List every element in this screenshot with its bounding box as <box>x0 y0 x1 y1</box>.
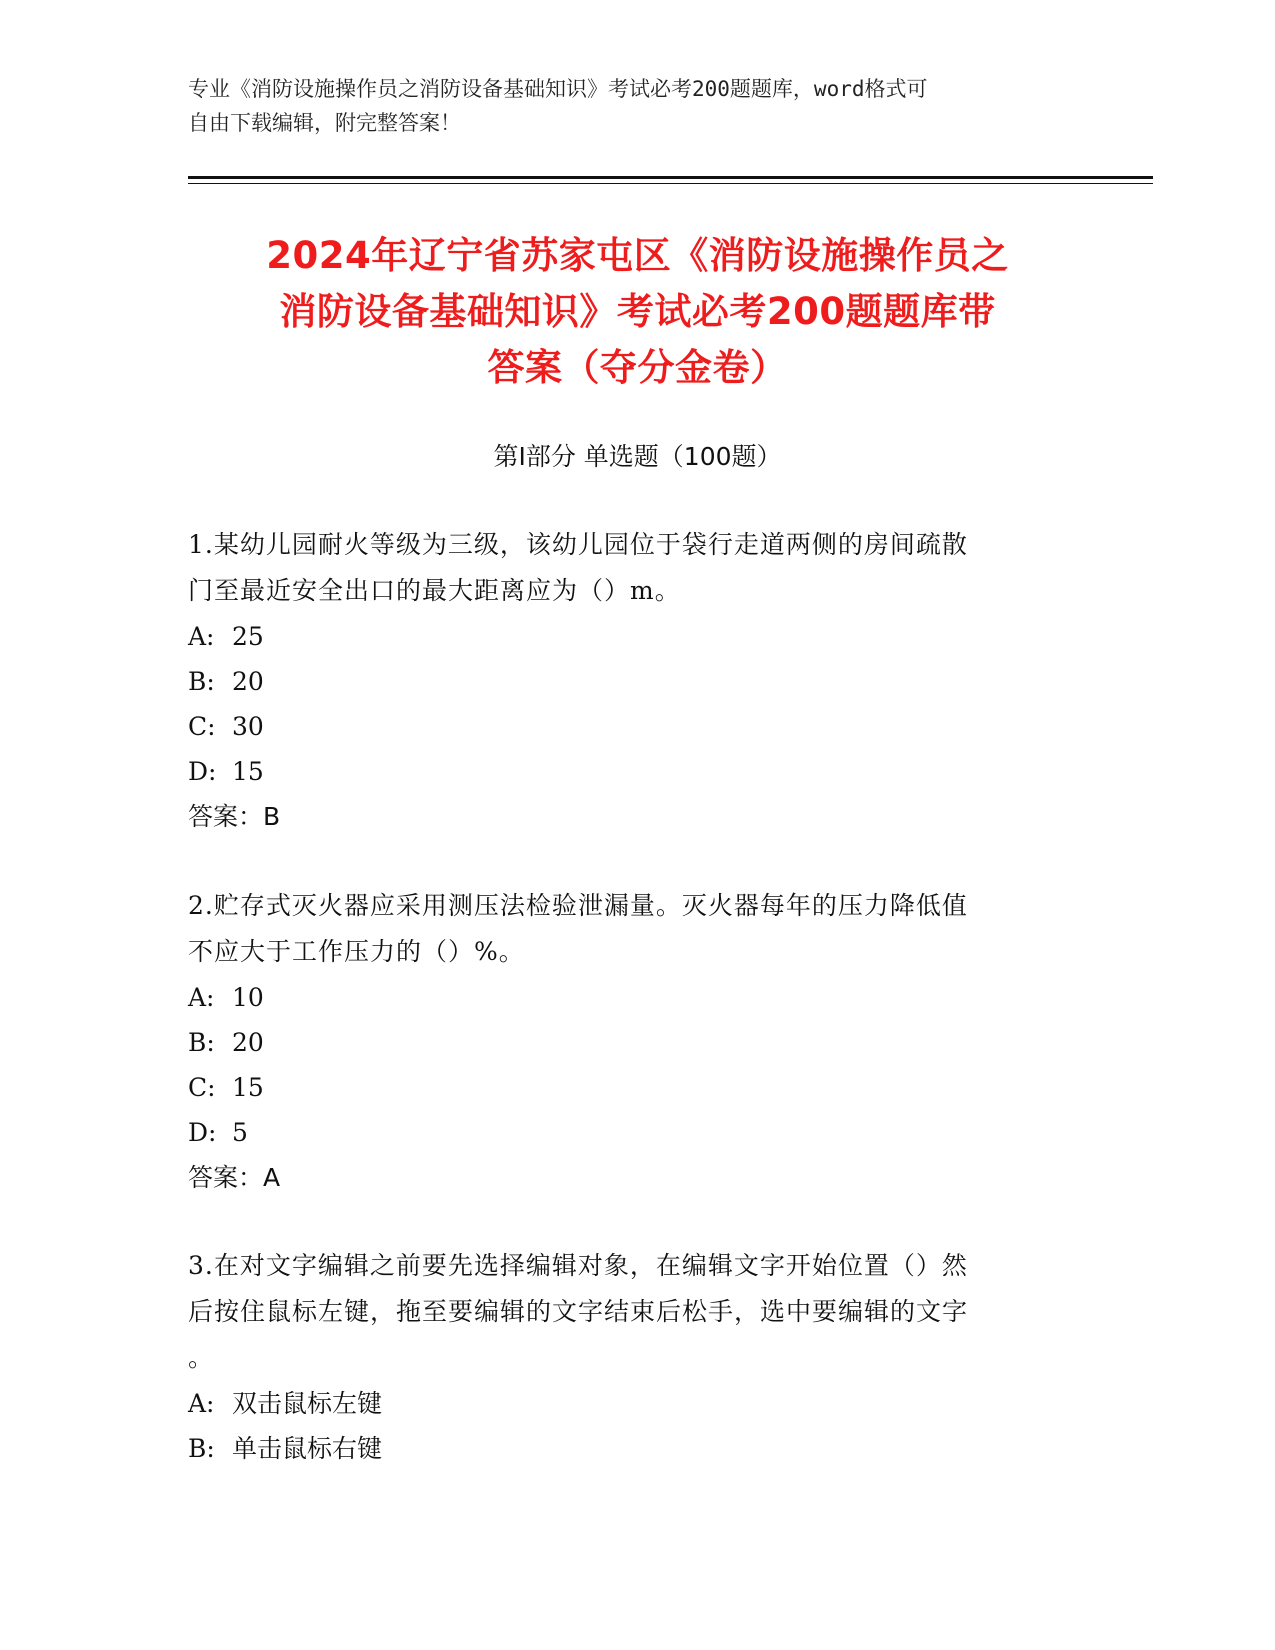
answer-line: 答案：A <box>188 1163 281 1192</box>
answer-line: 答案：B <box>188 802 281 831</box>
option-a <box>188 1381 1058 1426</box>
option-text: 25 <box>232 622 264 651</box>
option-b <box>188 1426 1058 1471</box>
title-line: 答案（夺分金卷） <box>487 346 788 389</box>
section-title: 第Ⅰ部分 单选题（100题） <box>493 442 782 471</box>
option-a <box>188 614 1058 659</box>
option-c <box>188 1065 1058 1110</box>
option-c <box>188 704 1058 749</box>
option-letter: D: <box>188 757 217 786</box>
option-text: 15 <box>232 757 264 786</box>
question-stem-line: 1.某幼儿园耐火等级为三级，该幼儿园位于袋行走道两侧的房间疏散 <box>188 530 968 559</box>
question-stem-line: 不应大于工作压力的（）%。 <box>188 937 525 966</box>
option-text: 单击鼠标右键 <box>232 1434 383 1463</box>
option-letter: B: <box>188 1028 215 1057</box>
option-text: 20 <box>232 1028 264 1057</box>
option-d <box>188 749 1058 794</box>
option-letter: A: <box>188 1389 215 1418</box>
option-text: 5 <box>232 1118 248 1147</box>
header-note <box>188 72 1088 140</box>
option-text: 15 <box>232 1073 264 1102</box>
title-line: 消防设备基础知识》考试必考200题题库带 <box>279 290 996 333</box>
question-1 <box>188 522 1058 840</box>
option-text: 双击鼠标左键 <box>232 1389 383 1418</box>
question-stem-line: 3.在对文字编辑之前要先选择编辑对象，在编辑文字开始位置（）然 <box>188 1251 968 1280</box>
header-note-line: 自由下载编辑，附完整答案！ <box>188 111 461 135</box>
question-stem-line: 2.贮存式灭火器应采用测压法检验泄漏量。灭火器每年的压力降低值 <box>188 891 968 920</box>
option-letter: D: <box>188 1118 217 1147</box>
question-stem-line: 后按住鼠标左键，拖至要编辑的文字结束后松手，选中要编辑的文字 <box>188 1297 969 1326</box>
title-line: 2024年辽宁省苏家屯区《消防设施操作员之 <box>266 234 1009 277</box>
document-title <box>150 228 1125 396</box>
option-text: 10 <box>232 983 264 1012</box>
header-divider-thin <box>188 183 1153 184</box>
header-divider-thick <box>188 176 1153 179</box>
option-b <box>188 659 1058 704</box>
header-note-line: 专业《消防设施操作员之消防设备基础知识》考试必考200题题库，word格式可 <box>188 77 928 101</box>
option-text: 20 <box>232 667 264 696</box>
option-letter: C: <box>188 1073 216 1102</box>
question-2 <box>188 883 1058 1201</box>
option-letter: A: <box>188 983 215 1012</box>
option-letter: C: <box>188 712 216 741</box>
option-letter: A: <box>188 622 215 651</box>
option-b <box>188 1020 1058 1065</box>
option-a <box>188 975 1058 1020</box>
question-3 <box>188 1243 1058 1471</box>
option-letter: B: <box>188 667 215 696</box>
option-letter: B: <box>188 1434 215 1463</box>
question-stem-line: 门至最近安全出口的最大距离应为（）m。 <box>188 576 681 605</box>
option-text: 30 <box>232 712 264 741</box>
question-stem-line: 。 <box>188 1343 215 1372</box>
option-d <box>188 1110 1058 1155</box>
